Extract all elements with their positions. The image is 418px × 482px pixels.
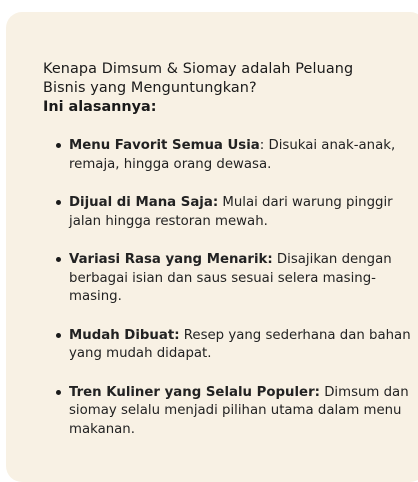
item-separator: : xyxy=(259,138,269,153)
item-description: Resep yang sederhana dan bahan yang mudah didapat. xyxy=(69,327,411,361)
bullet-icon xyxy=(56,200,61,205)
list-item xyxy=(43,251,413,307)
intro-line-2: Bisnis yang Menguntungkan? xyxy=(43,80,257,96)
item-description: Mulai dari warung pinggir jalan hingga restoran mewah. xyxy=(69,195,393,229)
bullet-icon xyxy=(56,257,61,262)
intro-question xyxy=(43,60,413,98)
item-term: Mudah Dibuat: xyxy=(69,327,180,343)
reasons-list xyxy=(43,137,413,439)
item-description: Dimsum dan siomay selalu menjadi pilihan utama dalam menu makanan. xyxy=(69,384,409,437)
bullet-icon xyxy=(56,333,61,338)
bullet-icon xyxy=(56,143,61,148)
item-description: Disukai anak-anak, remaja, hingga orang dewasa. xyxy=(69,138,396,172)
item-term: Menu Favorit Semua Usia xyxy=(69,138,260,153)
item-term: Variasi Rasa yang Menarik: xyxy=(69,252,273,267)
article-content xyxy=(43,60,413,459)
list-item xyxy=(43,137,413,174)
item-term: Tren Kuliner yang Selalu Populer: xyxy=(69,384,320,400)
reasons-heading: Ini alasannya: xyxy=(43,99,157,115)
intro-line-1: Kenapa Dimsum & Siomay adalah Peluang xyxy=(43,61,354,77)
list-item xyxy=(43,194,413,231)
item-description: Disajikan dengan berbagai isian dan saus sesuai selera masing-masing. xyxy=(69,252,392,304)
item-term: Dijual di Mana Saja: xyxy=(69,195,219,210)
list-item xyxy=(43,327,413,364)
bullet-icon xyxy=(56,390,61,395)
list-item xyxy=(43,384,413,440)
